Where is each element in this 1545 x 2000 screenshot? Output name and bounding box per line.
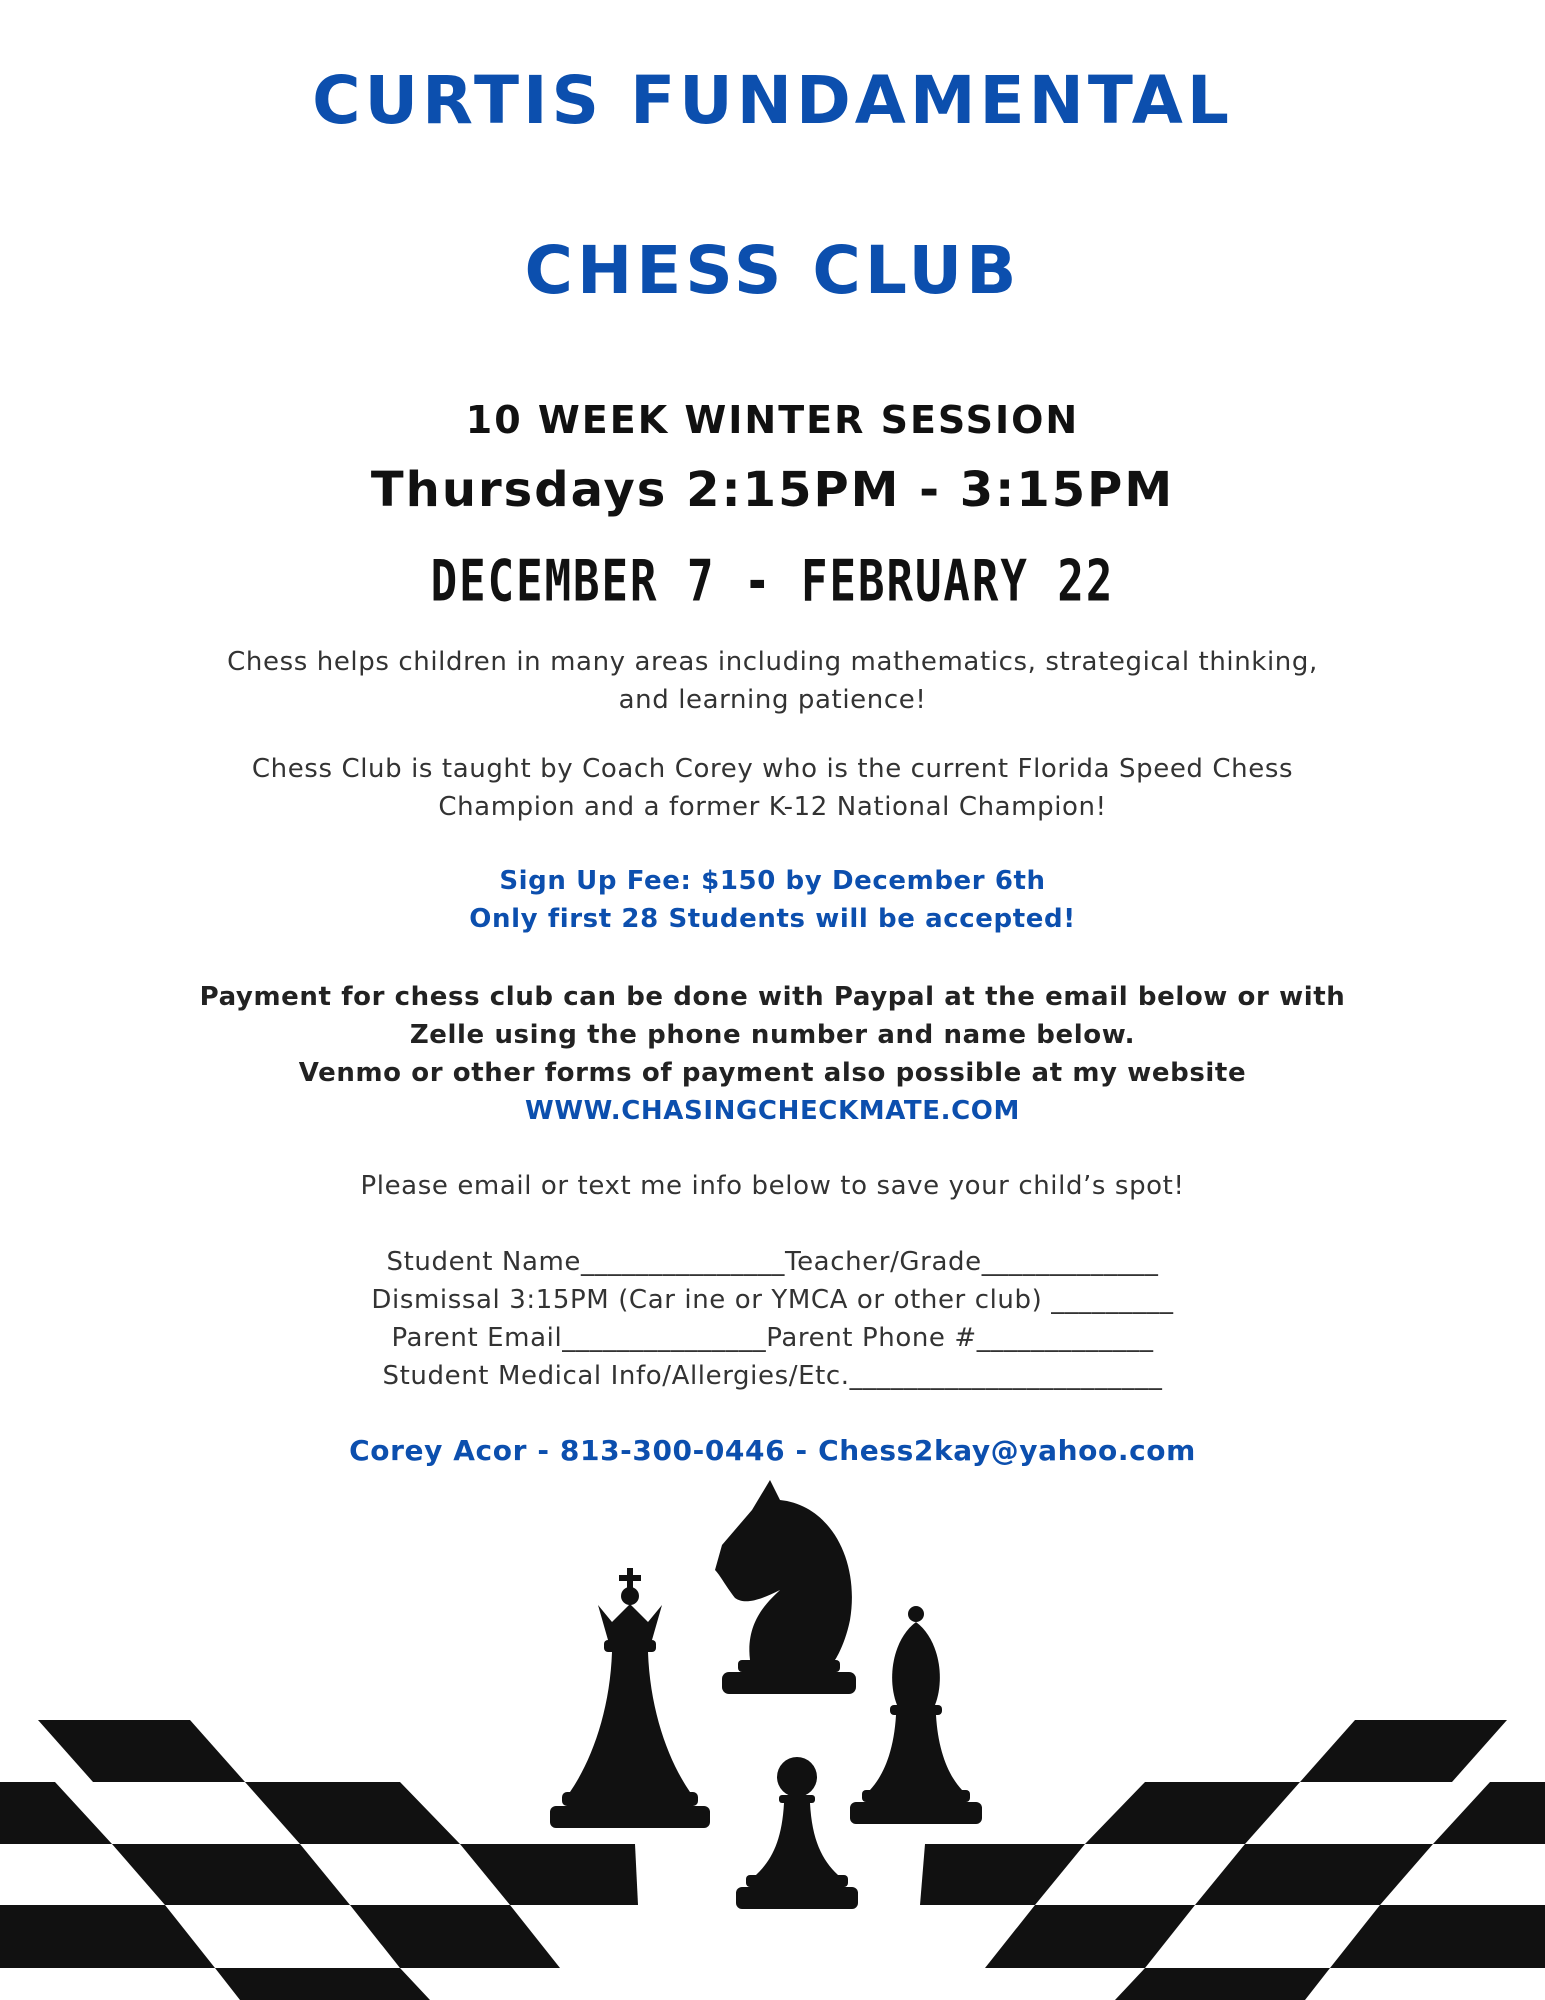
chess-king-icon	[550, 1568, 710, 1828]
form-line-student: Student Name_______________Teacher/Grade_____________	[386, 1247, 1159, 1277]
checkerboard-right	[1115, 1968, 1330, 2000]
title-line-2: CHESS CLUB	[524, 232, 1021, 309]
coach-line-2: Champion and a former K-12 National Champion!	[438, 792, 1107, 822]
checkerboard-right	[920, 1844, 1085, 1905]
form-line-dismissal: Dismissal 3:15PM (Car ine or YMCA or other club) _________	[371, 1285, 1174, 1315]
checkerboard-right	[1300, 1720, 1507, 1782]
checkerboard-left	[112, 1844, 350, 1905]
checkerboard-left	[38, 1720, 245, 1782]
form-line-parent: Parent Email_______________Parent Phone #_____________	[391, 1323, 1154, 1353]
website-link[interactable]: WWW.CHASINGCHECKMATE.COM	[525, 1096, 1020, 1126]
checkerboard-right	[1195, 1844, 1433, 1905]
signup-fee: Sign Up Fee: $150 by December 6th	[499, 866, 1046, 896]
intro-line-2: and learning patience!	[618, 685, 927, 715]
checkerboard-right	[1433, 1782, 1545, 1844]
checkerboard-left	[245, 1782, 460, 1844]
payment-line-3: Venmo or other forms of payment also possible at my website	[298, 1058, 1247, 1088]
chess-bishop-icon	[850, 1606, 982, 1824]
checkerboard-left	[460, 1844, 638, 1905]
checkerboard-left	[0, 1782, 112, 1844]
session-schedule: Thursdays 2:15PM - 3:15PM	[370, 462, 1175, 518]
payment-line-2: Zelle using the phone number and name below.	[409, 1020, 1136, 1050]
contact-line: Corey Acor - 813-300-0446 - Chess2kay@yahoo.com	[349, 1434, 1196, 1467]
title-line-1: CURTIS FUNDAMENTAL	[312, 62, 1233, 139]
checkerboard-right	[1330, 1905, 1545, 1968]
instructions: Please email or text me info below to save your child’s spot!	[360, 1171, 1185, 1201]
checkerboard-left	[350, 1905, 560, 1968]
form-line-medical: Student Medical Info/Allergies/Etc._______________________	[382, 1361, 1163, 1391]
checkerboard-right	[1085, 1782, 1300, 1844]
checkerboard-left	[0, 1905, 215, 1968]
signup-limit: Only first 28 Students will be accepted!	[469, 904, 1076, 934]
coach-line-1: Chess Club is taught by Coach Corey who is the current Florida Speed Chess	[251, 754, 1294, 784]
payment-line-1: Payment for chess club can be done with Paypal at the email below or with	[199, 982, 1346, 1012]
checkerboard-left	[215, 1968, 430, 2000]
chess-knight-icon	[715, 1480, 856, 1694]
chess-pawn-icon	[736, 1757, 858, 1909]
session-name: 10 WEEK WINTER SESSION	[465, 398, 1080, 442]
intro-line-1: Chess helps children in many areas including mathematics, strategical thinking,	[227, 647, 1318, 677]
checkerboard-right	[985, 1905, 1195, 1968]
session-dates: DECEMBER 7 - FEBRUARY 22	[430, 548, 1115, 615]
